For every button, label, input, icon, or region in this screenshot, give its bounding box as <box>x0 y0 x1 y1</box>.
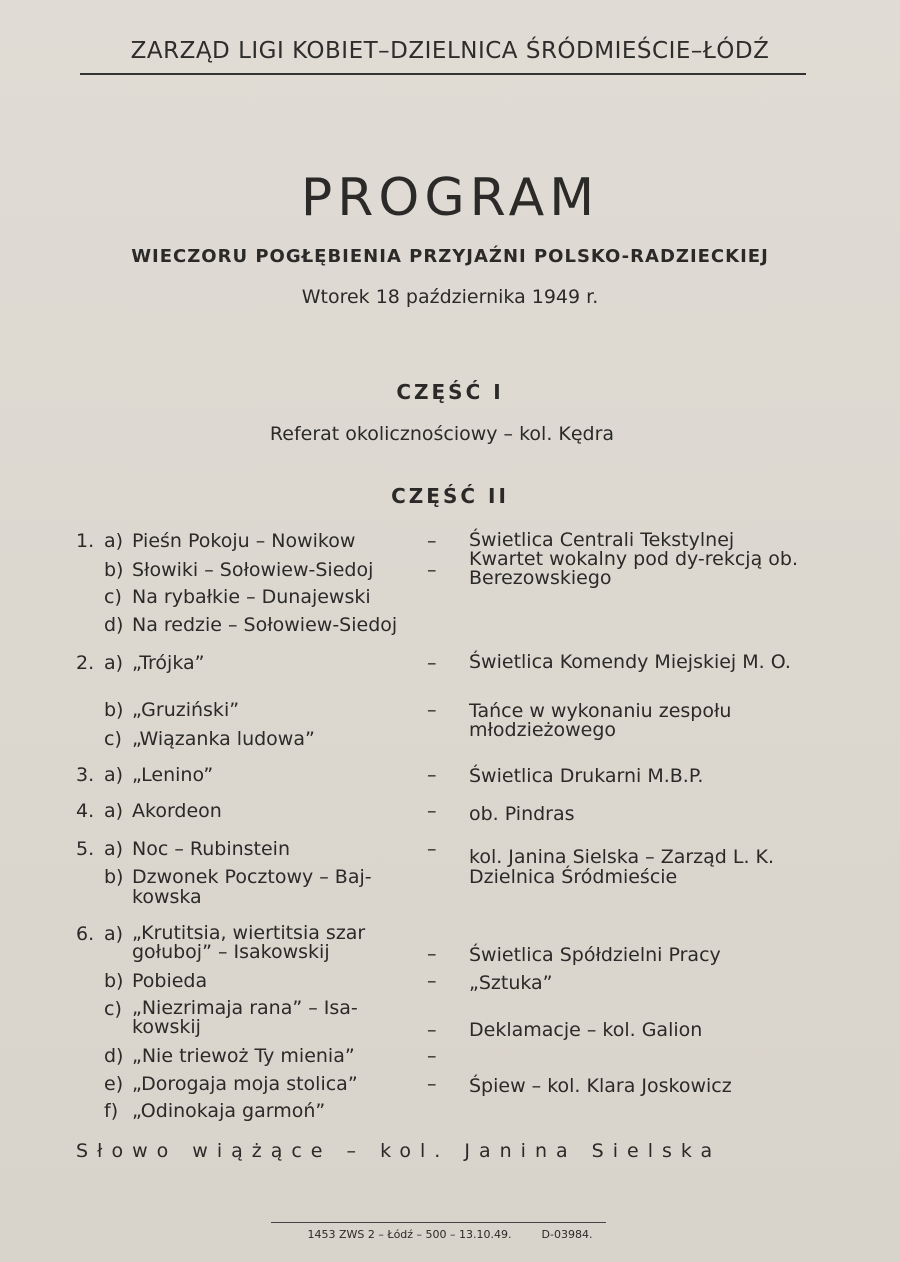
part-2-heading: CZĘŚĆ II <box>391 484 509 508</box>
program-piece: Pieśn Pokoju – Nowikow <box>132 530 356 552</box>
separator-dash: – <box>427 943 437 965</box>
item-number: 1. <box>76 530 95 552</box>
item-letter: e) <box>104 1073 124 1095</box>
separator-dash: – <box>427 1073 437 1095</box>
performer: ob. Pindras <box>469 803 575 825</box>
separator-dash: – <box>427 1019 437 1041</box>
program-piece: „Krutitsia, wiertitsia szar gołuboj” – Isakowskij <box>132 922 366 963</box>
program-piece: „Lenino” <box>132 764 214 786</box>
item-letter: b) <box>104 970 124 992</box>
page-title: PROGRAM <box>300 168 600 228</box>
performer: Deklamacje – kol. Galion <box>469 1019 703 1041</box>
program-piece: „Dorogaja moja stolica” <box>132 1073 358 1095</box>
performer: „Sztuka” <box>469 972 553 994</box>
performer: Świetlica Drukarni M.B.P. <box>469 765 704 787</box>
print-imprint <box>0 1228 900 1241</box>
item-letter: b) <box>104 866 124 888</box>
performer: Świetlica Komendy Miejskiej M. O. <box>469 651 791 673</box>
separator-dash: – <box>427 559 437 581</box>
footer-rule <box>271 1222 606 1223</box>
item-letter: a) <box>104 800 124 822</box>
item-number: 3. <box>76 764 95 786</box>
imprint-code: D-03984. <box>541 1228 593 1241</box>
program-piece: „Trójka” <box>132 652 205 674</box>
performer: Świetlica Centrali Tekstylnej Kwartet wokalny pod dy-rekcją ob. Berezowskiego <box>469 529 798 589</box>
closing-remarks: Słowo wiążące – kol. Janina Sielska <box>76 1140 722 1162</box>
page-subtitle: WIECZORU POGŁĘBIENIA PRZYJAŹNI POLSKO-RADZIECKIEJ <box>131 246 769 267</box>
item-letter: a) <box>104 530 124 552</box>
program-piece: „Wiązanka ludowa” <box>132 728 315 750</box>
separator-dash: – <box>427 699 437 721</box>
item-letter: c) <box>104 728 122 750</box>
program-piece: „Odinokaja garmoń” <box>132 1100 326 1122</box>
item-number: 6. <box>76 923 95 945</box>
item-letter: a) <box>104 923 124 945</box>
item-number: 5. <box>76 838 95 860</box>
header-rule <box>80 73 806 75</box>
part-1-heading: CZĘŚĆ I <box>396 380 504 404</box>
item-letter: b) <box>104 559 124 581</box>
separator-dash: – <box>427 652 437 674</box>
program-piece: Dzwonek Pocztowy – Baj-kowska <box>132 866 372 908</box>
program-piece: „Niezrimaja rana” – Isa-kowskij <box>132 997 358 1038</box>
program-piece: „Gruziński” <box>132 699 240 721</box>
performer: Śpiew – kol. Klara Joskowicz <box>469 1075 732 1097</box>
performer: Tańce w wykonaniu zespołu młodzieżowego <box>469 700 732 741</box>
performer: Świetlica Spółdzielni Pracy <box>469 944 721 966</box>
item-letter: a) <box>104 838 124 860</box>
item-number: 2. <box>76 652 95 674</box>
item-letter: a) <box>104 652 124 674</box>
separator-dash: – <box>427 838 437 860</box>
part-1-speech: Referat okolicznościowy – kol. Kędra <box>269 423 615 445</box>
separator-dash: – <box>427 530 437 552</box>
item-letter: b) <box>104 699 124 721</box>
program-piece: Pobieda <box>132 970 208 992</box>
header-organization: ZARZĄD LIGI KOBIET–DZIELNICA ŚRÓDMIEŚCIE–ŁÓDŹ <box>130 38 770 64</box>
program-piece: Na rybałkie – Dunajewski <box>132 586 371 608</box>
program-piece: Noc – Rubinstein <box>132 838 290 860</box>
item-letter: c) <box>104 998 122 1020</box>
program-piece: Na redzie – Sołowiew-Siedoj <box>132 614 398 636</box>
event-date: Wtorek 18 października 1949 r. <box>301 286 599 308</box>
item-number: 4. <box>76 800 95 822</box>
item-letter: f) <box>104 1100 119 1122</box>
program-piece: Akordeon <box>132 800 222 822</box>
program-piece: Słowiki – Sołowiew-Siedoj <box>132 559 374 581</box>
item-letter: d) <box>104 1045 124 1067</box>
imprint-text: 1453 ZWS 2 – Łódź – 500 – 13.10.49. <box>307 1228 512 1241</box>
separator-dash: – <box>427 1045 437 1067</box>
item-letter: c) <box>104 586 122 608</box>
separator-dash: – <box>427 764 437 786</box>
separator-dash: – <box>427 970 437 992</box>
program-piece: „Nie triewoż Ty mienia” <box>132 1045 355 1067</box>
performer: kol. Janina Sielska – Zarząd L. K. Dzielnica Śródmieście <box>469 846 775 888</box>
separator-dash: – <box>427 800 437 822</box>
item-letter: d) <box>104 614 124 636</box>
item-letter: a) <box>104 764 124 786</box>
